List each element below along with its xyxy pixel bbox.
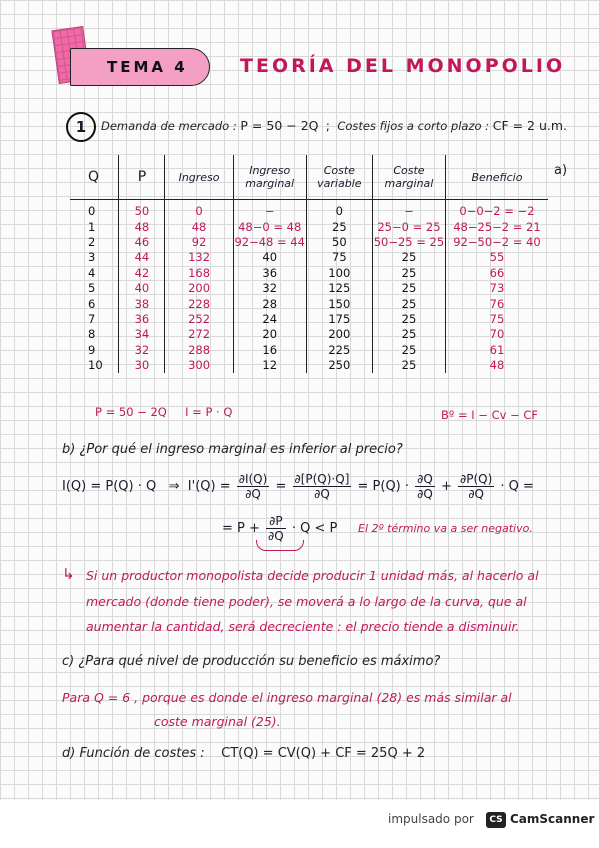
derivation-line-2: = P + $\frac{\partial P}{\partial Q}$ · Q < P El 2º término va a ser negativo. <box>222 514 533 543</box>
price-formula: P = 50 − 2Q <box>95 405 167 419</box>
table-row: 4 42 168 36 100 25 66 <box>70 266 548 281</box>
fraction: $\frac{\partial P(Q)}{\partial Q}$ <box>460 472 493 501</box>
fixed-cost-value: CF = 2 u.m. <box>492 118 568 133</box>
col-header-coste-variable: Coste variable <box>306 155 372 200</box>
table-row: 8 34 272 20 200 25 70 <box>70 327 548 342</box>
footer-brand: CamScanner <box>510 812 595 826</box>
explanation-line: mercado (donde tiene poder), se moverá a lo largo de la curva, que al <box>86 594 527 609</box>
income-formula: I = P · Q <box>185 405 233 419</box>
table-row: 2 46 92 92−48 = 44 50 50−25 = 25 92−50−2 = 40 <box>70 235 548 250</box>
question-b: b) ¿Por qué el ingreso marginal es inferior al precio? <box>62 442 403 457</box>
answer-c-line: Para Q = 6 , porque es donde el ingreso marginal (28) es más similar al <box>62 690 512 705</box>
cost-function: CT(Q) = CV(Q) + CF = 25Q + 2 <box>221 746 426 761</box>
explanation-line: Si un productor monopolista decide producir 1 unidad más, al hacerlo al <box>86 568 539 583</box>
topic-tab-label: TEMA 4 <box>107 58 188 76</box>
problem-statement <box>101 118 567 133</box>
table-row: 9 32 288 16 225 25 61 <box>70 343 548 358</box>
footer <box>0 800 599 848</box>
fraction: $\frac{\partial P}{\partial Q}$ <box>268 514 284 543</box>
col-header-ingreso: Ingreso <box>165 155 233 200</box>
table-header-row <box>70 155 548 200</box>
table-row: 0 50 0 − 0 − 0−0−2 = −2 <box>70 200 548 220</box>
table-body <box>70 200 548 374</box>
page-title: TEORÍA DEL MONOPOLIO <box>240 55 566 77</box>
col-header-p: P <box>119 155 165 200</box>
footer-text: impulsado por <box>388 812 474 826</box>
derivation-line-1: I(Q) = P(Q) · Q ⇒ I'(Q) = $\frac{\partial I(Q)}{\partial Q}$ = $\frac{\partial[P(Q)\cdot Q]}{\partial Q}$ = P(Q) · $\frac{\partial Q}{\partial Q}$ + $\frac{\partial P(Q)}{\partial Q}$ · Q = <box>62 472 534 501</box>
arrow-icon: ↳ <box>62 565 75 583</box>
underbrace <box>256 540 304 551</box>
table-row: 6 38 228 28 150 25 76 <box>70 296 548 311</box>
fraction: $\frac{\partial I(Q)}{\partial Q}$ <box>238 472 268 501</box>
profit-formula: Bº = I − Cv − CF <box>441 408 539 422</box>
exercise-number: 1 <box>66 112 96 142</box>
col-header-coste-marginal: Coste marginal <box>372 155 445 200</box>
question-c: c) ¿Para qué nivel de producción su beneficio es máximo? <box>62 654 441 669</box>
table-row: 1 48 48 48−0 = 48 25 25−0 = 25 48−25−2 = 21 <box>70 219 548 234</box>
answer-c-line: coste marginal (25). <box>154 714 281 729</box>
table-row: 5 40 200 32 125 25 73 <box>70 281 548 296</box>
camscanner-logo: CS <box>486 812 506 828</box>
col-header-ingreso-marginal: Ingreso marginal <box>233 155 306 200</box>
table-row: 3 44 132 40 75 25 55 <box>70 250 548 265</box>
col-header-beneficio: Beneficio <box>445 155 548 200</box>
question-d <box>62 746 425 761</box>
negative-term-note: El 2º término va a ser negativo. <box>358 522 533 535</box>
monopoly-table <box>70 155 548 373</box>
table-row: 10 30 300 12 250 25 48 <box>70 358 548 373</box>
fixed-cost-label: Costes fijos a corto plazo : <box>337 119 490 133</box>
explanation-line: aumentar la cantidad, será decreciente : el precio tiende a disminuir. <box>86 619 520 634</box>
part-a-label: a) <box>554 163 568 178</box>
part-d-label: d) Función de costes : <box>62 746 205 761</box>
demand-label: Demanda de mercado : <box>101 119 237 133</box>
topic-tab <box>70 48 210 86</box>
table-formulas <box>95 405 232 419</box>
fraction: $\frac{\partial[P(Q)\cdot Q]}{\partial Q}$ <box>294 472 350 501</box>
statement-separator: ; <box>325 118 331 133</box>
demand-formula: P = 50 − 2Q <box>240 118 319 133</box>
table-row: 7 36 252 24 175 25 75 <box>70 312 548 327</box>
fraction: $\frac{\partial Q}{\partial Q}$ <box>417 472 433 501</box>
col-header-q: Q <box>70 155 119 200</box>
